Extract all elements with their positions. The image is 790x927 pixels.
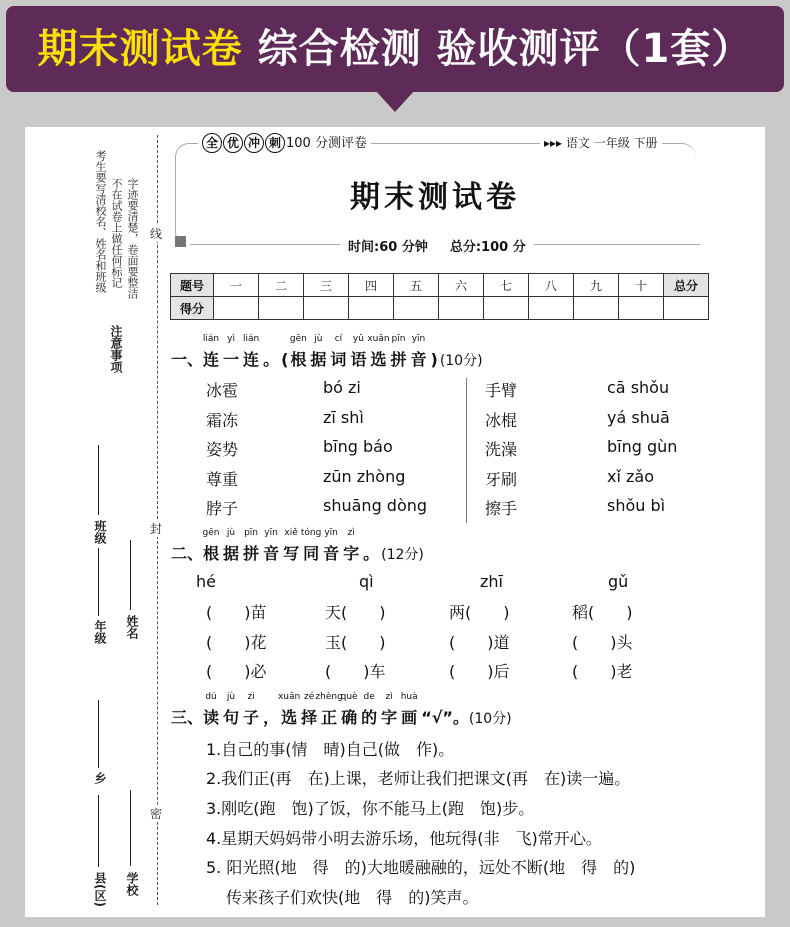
cut-mark-seal: 封 <box>150 522 163 536</box>
ruby-text: 子 <box>243 708 260 727</box>
column-header: 六 <box>439 274 484 297</box>
ruby-char <box>223 528 240 564</box>
ruby-char <box>350 334 367 370</box>
fill-blank-item: 稻( ) <box>572 603 633 622</box>
column-header: 九 <box>574 274 619 297</box>
row-label-score: 得分 <box>171 297 214 320</box>
ruby-pinyin: lián <box>202 334 220 344</box>
ruby-text: 据 <box>310 350 327 369</box>
ruby-text: ， <box>263 708 280 727</box>
right-word: 洗澡 <box>485 440 518 459</box>
ruby-text: 根 <box>203 544 220 563</box>
ruby-pinyin: zì <box>385 692 393 702</box>
column-header: 四 <box>349 274 394 297</box>
ruby-text: 正 <box>321 708 338 727</box>
section-2-heading <box>171 528 424 564</box>
fill-blank-item: ( )苗 <box>206 603 267 622</box>
banner-title-rest: 综合检测 验收测评（1套） <box>257 26 753 72</box>
ruby-char <box>243 692 260 728</box>
ruby-pinyin: lián <box>242 334 260 344</box>
pinyin-prompt: gǔ <box>608 572 629 591</box>
total-header: 总分 <box>664 274 709 297</box>
banner-title <box>6 6 784 92</box>
ruby-text: 字 <box>343 544 360 563</box>
left-word: 姿势 <box>206 440 239 459</box>
section-score: (10分) <box>468 711 512 727</box>
section-score: (12分) <box>381 547 424 563</box>
ruby-char <box>390 334 407 370</box>
ruby-text: 写 <box>283 544 300 563</box>
pinyin-prompt: zhī <box>480 572 503 591</box>
ruby-text: 连 <box>243 350 260 369</box>
sentence-item: 2.我们正(再 在)上课，老师让我们把课文(再 在)读一遍。 <box>206 769 631 788</box>
section-3-ruby <box>203 692 421 727</box>
ruby-char <box>223 692 240 728</box>
ruby-pinyin: zé <box>303 692 315 702</box>
ruby-pinyin: pīn <box>391 334 406 344</box>
section-1-ruby <box>202 334 440 369</box>
ruby-text: 词 <box>330 350 347 369</box>
ruby-char <box>289 334 307 370</box>
brand-suffix: 100 分测评卷 <box>286 136 367 151</box>
ruby-text: 。 <box>363 544 380 563</box>
ruby-pinyin: tóng <box>300 528 322 538</box>
fill-blank-item: 玉( ) <box>325 632 386 652</box>
score-cell <box>259 297 304 320</box>
brand-char: 冲 <box>244 133 264 153</box>
column-header: 八 <box>529 274 574 297</box>
column-header: 一 <box>214 274 259 297</box>
notice-line-3: 字迹要清楚，卷面要整洁 <box>126 178 139 299</box>
score-cell <box>304 297 349 320</box>
ruby-char <box>315 692 343 728</box>
column-header: 十 <box>619 274 664 297</box>
ruby-char <box>281 350 288 369</box>
ruby-text: ) <box>430 350 438 369</box>
ruby-text: 音 <box>323 544 340 563</box>
exam-meta <box>340 236 534 255</box>
grade-underline <box>98 548 99 616</box>
left-word: 霜冻 <box>206 410 239 430</box>
ruby-char <box>400 692 418 728</box>
brand-char: 全 <box>202 133 222 153</box>
ruby-char <box>301 692 318 728</box>
score-cell <box>619 297 664 320</box>
ruby-pinyin: jù <box>226 528 236 538</box>
ruby-text: 画 <box>401 708 418 727</box>
name-label: 姓名 <box>125 615 139 639</box>
ruby-pinyin: yīn <box>264 528 278 538</box>
name-underline <box>130 540 131 610</box>
section-score: (10分) <box>439 353 483 369</box>
fill-blank-item: ( )头 <box>572 632 633 652</box>
ruby-pinyin: xiě <box>284 528 298 538</box>
right-pinyin: cā shǒu <box>607 378 670 397</box>
ruby-char <box>263 705 279 728</box>
ruby-pinyin: què <box>340 692 358 702</box>
ruby-pinyin: yì <box>227 334 235 344</box>
right-word: 牙刷 <box>485 469 518 489</box>
column-header: 三 <box>304 274 349 297</box>
ruby-pinyin: cí <box>334 334 343 344</box>
ruby-char <box>381 692 398 728</box>
left-word: 尊重 <box>206 469 239 489</box>
exam-time: 时间:60 分钟 <box>348 240 428 255</box>
section-prefix: 二、 <box>171 544 204 563</box>
score-cell <box>484 297 529 320</box>
ruby-pinyin: jù <box>314 334 323 344</box>
ruby-text: 根 <box>290 350 307 369</box>
township-label: 乡 <box>93 772 107 784</box>
score-cell <box>439 297 484 320</box>
ruby-text: 音 <box>410 350 427 369</box>
notice-title: 注意事项 <box>109 325 123 373</box>
score-cell <box>349 297 394 320</box>
ruby-char <box>283 528 300 564</box>
sentence-item: 传来孩子们欢快(地 得 的)笑声。 <box>226 888 479 907</box>
sentence-item: 1.自己的事(情 晴)自己(做 作)。 <box>206 740 455 759</box>
ruby-pinyin: zhèng <box>315 692 343 702</box>
section-3-heading <box>171 692 512 728</box>
matching-separator <box>466 378 467 523</box>
ruby-char <box>202 528 220 564</box>
ruby-text: 据 <box>223 544 240 563</box>
sentence-item: 5. 阳光照(地 得 的)大地暖融融的，远处不断(地 得 的) <box>206 858 636 877</box>
ruby-char <box>431 350 438 369</box>
brand-char: 刺 <box>265 133 285 153</box>
ruby-pinyin: yīn <box>324 528 338 538</box>
ruby-pinyin: yīn <box>411 334 426 344</box>
ruby-pinyin: dú <box>205 692 217 702</box>
school-label: 学校 <box>125 872 139 896</box>
section-2-ruby <box>202 528 381 563</box>
cut-mark-line: 线 <box>150 227 163 241</box>
exam-total: 总分:100 分 <box>449 240 526 255</box>
ruby-text: ( <box>281 350 289 369</box>
class-underline <box>98 445 99 515</box>
ruby-text: 拼 <box>390 350 407 369</box>
fill-blank-item: ( )必 <box>206 662 267 681</box>
row-label-question: 题号 <box>171 274 214 297</box>
brand-label <box>198 132 371 153</box>
subject-label: ▸▸▸ 语文 一年级 下册 <box>540 134 662 151</box>
brand-char: 优 <box>223 133 243 153</box>
ruby-char <box>263 347 279 370</box>
right-pinyin: shǒu bì <box>607 496 666 515</box>
sentence-item: 4.星期天妈妈带小明去游乐场，他玩得(非 飞)常开心。 <box>206 829 602 848</box>
pinyin-prompt: qì <box>359 572 374 591</box>
right-word: 手臂 <box>485 381 518 400</box>
score-cell <box>214 297 259 320</box>
ruby-char <box>310 334 327 370</box>
school-underline <box>130 790 131 866</box>
banner-title-highlight: 期末测试卷 <box>37 26 243 72</box>
left-pinyin: bīng báo <box>323 437 393 456</box>
ruby-pinyin: gēn <box>202 528 220 538</box>
county-label: 县(区) <box>93 872 107 907</box>
ruby-text: 择 <box>301 708 318 727</box>
grade-label: 年级 <box>93 620 107 644</box>
ruby-pinyin: pīn <box>244 528 259 538</box>
ruby-char <box>340 692 358 728</box>
table-row <box>171 297 709 320</box>
ruby-text: 的 <box>361 708 378 727</box>
county-underline <box>98 795 99 867</box>
section-prefix: 三、 <box>171 708 204 727</box>
class-label: 班级 <box>93 520 107 544</box>
left-word: 脖子 <box>206 499 239 518</box>
ruby-char <box>363 541 379 564</box>
ruby-text: 音 <box>263 544 280 563</box>
fill-blank-item: 天( ) <box>325 603 386 622</box>
ruby-pinyin: xuǎn <box>367 334 390 344</box>
fill-blank-item: ( )老 <box>572 662 633 681</box>
ruby-char <box>367 334 390 370</box>
left-pinyin: zūn zhòng <box>323 466 406 486</box>
score-cell <box>394 297 439 320</box>
notice-line-2: 不在试卷上做任何标记 <box>110 178 123 288</box>
ruby-pinyin: xuǎn <box>277 692 301 702</box>
fill-blank-item: ( )后 <box>449 662 510 681</box>
ruby-text: 确 <box>341 708 358 727</box>
right-word: 擦手 <box>485 499 518 518</box>
ruby-char <box>203 692 220 728</box>
ruby-char <box>343 528 360 564</box>
score-cell <box>529 297 574 320</box>
ruby-char <box>242 334 260 370</box>
right-word: 冰棍 <box>485 410 518 430</box>
ruby-text: 连 <box>203 350 220 369</box>
ruby-char <box>243 528 260 564</box>
ruby-text: 读 <box>203 708 220 727</box>
sentence-item: 3.刚吃(跑 饱)了饭，你不能马上(跑 饱)步。 <box>206 799 535 818</box>
right-pinyin: bīng gùn <box>607 437 678 456</box>
column-header: 五 <box>394 274 439 297</box>
ruby-char <box>330 334 347 370</box>
ruby-pinyin: de <box>363 692 375 702</box>
ruby-text: 选 <box>281 708 298 727</box>
ruby-char <box>277 692 301 728</box>
header-square-marker <box>175 236 186 247</box>
column-header: 二 <box>259 274 304 297</box>
ruby-pinyin: gēn <box>289 334 307 344</box>
column-header: 七 <box>484 274 529 297</box>
fill-blank-item: 两( ) <box>449 603 510 622</box>
score-table <box>170 273 709 320</box>
left-pinyin: shuāng dòng <box>323 496 428 515</box>
pinyin-prompt: hé <box>196 572 216 591</box>
table-row <box>171 274 709 297</box>
ruby-text: 。 <box>263 350 280 369</box>
ruby-text: 拼 <box>243 544 260 563</box>
ruby-char <box>223 334 240 370</box>
ruby-text: 选 <box>370 350 387 369</box>
ruby-char <box>202 334 220 370</box>
ruby-text: 语 <box>350 350 367 369</box>
left-pinyin: zī shì <box>323 407 364 427</box>
banner-pointer-arrow <box>375 90 415 112</box>
right-pinyin: yá shuā <box>607 407 670 427</box>
left-word: 冰雹 <box>206 381 239 400</box>
ruby-char <box>323 528 340 564</box>
fill-blank-item: ( )道 <box>449 632 510 652</box>
township-underline <box>98 700 99 768</box>
left-pinyin: bó zi <box>323 378 361 397</box>
exam-title: 期末测试卷 <box>350 180 520 215</box>
fill-blank-item: ( )车 <box>325 662 386 681</box>
ruby-pinyin: huà <box>400 692 418 702</box>
fill-blank-item: ( )花 <box>206 632 267 652</box>
ruby-text: 同 <box>303 544 320 563</box>
ruby-text: 字 <box>381 708 398 727</box>
notice-line-1: 考生要写清校名、姓名和班级 <box>94 150 107 293</box>
score-cell <box>574 297 619 320</box>
ruby-pinyin: jù <box>226 692 236 702</box>
total-score-cell <box>664 297 709 320</box>
ruby-text: 句 <box>223 708 240 727</box>
section-1-heading <box>171 334 483 370</box>
ruby-char <box>300 528 322 564</box>
ruby-pinyin: yǔ <box>352 334 364 344</box>
ruby-char <box>361 692 378 728</box>
section-prefix: 一、 <box>171 350 204 369</box>
ruby-text: 一 <box>223 350 240 369</box>
cut-mark-secret: 密 <box>150 807 163 821</box>
section-tail: “√”。 <box>421 708 469 727</box>
ruby-char <box>410 334 427 370</box>
ruby-pinyin: zi <box>247 692 255 702</box>
ruby-pinyin: zì <box>347 528 355 538</box>
right-pinyin: xǐ zǎo <box>607 466 654 486</box>
ruby-char <box>263 528 280 564</box>
title-banner <box>6 6 784 92</box>
